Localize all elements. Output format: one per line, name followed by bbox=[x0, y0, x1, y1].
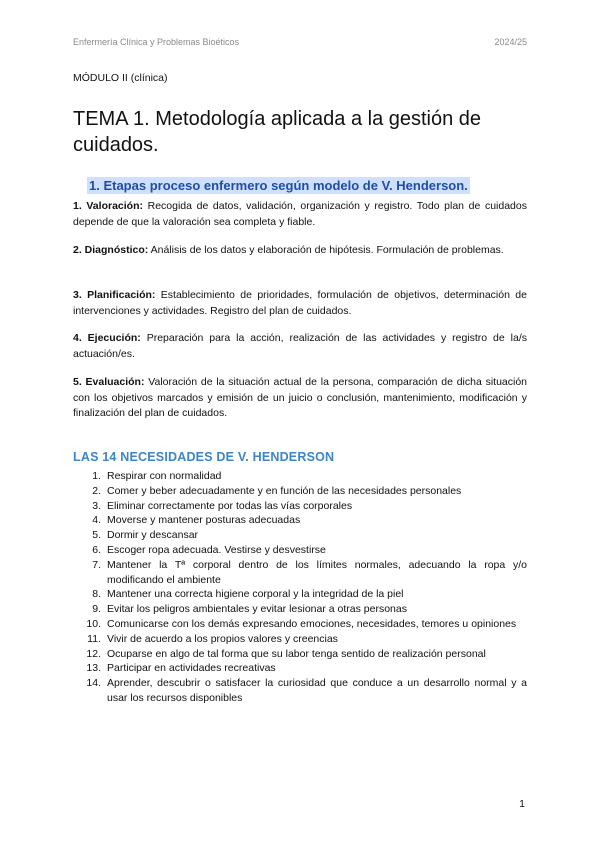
list-item-number: 1. bbox=[92, 470, 101, 482]
list-item-text: Ocuparse en algo de tal forma que su labor tenga sentido de realización personal bbox=[107, 647, 486, 660]
list-item-number: 7. bbox=[92, 558, 101, 571]
section-heading-stages: 1. Etapas proceso enfermero según modelo de V. Henderson. bbox=[89, 178, 468, 193]
stage-paragraph-1 bbox=[73, 199, 527, 230]
list-item bbox=[73, 602, 527, 617]
page-number: 1 bbox=[519, 798, 525, 810]
needs-list bbox=[73, 469, 527, 706]
stage-text: Establecimiento de prioridades, formulación de objetivos, determinación de intervenciones y actividades. Registro del plan de cuidados. bbox=[73, 289, 527, 317]
stage-text: Análisis de los datos y elaboración de hipótesis. Formulación de problemas. bbox=[148, 244, 504, 256]
stage-label: 2. Diagnóstico: bbox=[73, 244, 149, 256]
stage-paragraph-5 bbox=[73, 375, 527, 422]
list-item-number: 13. bbox=[86, 662, 101, 675]
list-item-number: 2. bbox=[92, 484, 101, 497]
module-label: MÓDULO II (clínica) bbox=[73, 72, 168, 84]
list-item-number: 3. bbox=[92, 499, 101, 512]
list-item-text: Dormir y descansar bbox=[107, 529, 199, 542]
stage-label: 3. Planificación: bbox=[73, 289, 156, 301]
list-item-number: 9. bbox=[92, 603, 101, 616]
list-item-number: 10. bbox=[86, 617, 101, 630]
list-item-text: Eliminar correctamente por todas las vías corporales bbox=[107, 499, 353, 512]
list-item bbox=[73, 587, 527, 602]
list-item bbox=[73, 676, 527, 706]
list-item-text: Escoger ropa adecuada. Vestirse y desvestirse bbox=[107, 543, 326, 556]
list-item-text: Vivir de acuerdo a los propios valores y creencias bbox=[107, 632, 338, 645]
list-item bbox=[73, 528, 527, 543]
list-item-number: 14. bbox=[86, 677, 101, 690]
list-item-text: Mantener una correcta higiene corporal y la integridad de la piel bbox=[107, 588, 404, 601]
list-item-text: Aprender, descubrir o satisfacer la curiosidad que conduce a un desarrollo normal y a usar los recursos disponibles bbox=[107, 677, 527, 704]
list-item-number: 4. bbox=[92, 514, 101, 527]
list-item-text: Moverse y mantener posturas adecuadas bbox=[107, 514, 301, 527]
stage-label: 4. Ejecución: bbox=[73, 332, 141, 344]
list-item bbox=[73, 469, 527, 484]
list-item bbox=[73, 617, 527, 632]
list-item bbox=[73, 558, 527, 588]
stage-label: 5. Evaluación: bbox=[73, 376, 145, 388]
list-item-text: Respirar con normalidad bbox=[107, 470, 222, 482]
stage-label: 1. Valoración: bbox=[73, 200, 143, 212]
list-item-text: Evitar los peligros ambientales y evitar lesionar a otras personas bbox=[107, 603, 407, 616]
list-item bbox=[73, 543, 527, 558]
list-item bbox=[73, 499, 527, 514]
stage-paragraph-4 bbox=[73, 331, 527, 362]
list-item bbox=[73, 632, 527, 647]
list-item-number: 5. bbox=[92, 529, 101, 542]
list-item-number: 6. bbox=[92, 543, 101, 556]
list-item-text: Comer y beber adecuadamente y en función de las necesidades personales bbox=[107, 484, 462, 497]
list-item bbox=[73, 513, 527, 528]
list-item bbox=[73, 484, 527, 499]
list-item-text: Comunicarse con los demás expresando emociones, necesidades, temores u opiniones bbox=[107, 617, 517, 630]
header-year: 2024/25 bbox=[494, 37, 527, 47]
list-item-text: Participar en actividades recreativas bbox=[107, 662, 276, 675]
section-heading-needs: LAS 14 NECESIDADES DE V. HENDERSON bbox=[73, 450, 335, 464]
stage-text: Valoración de la situación actual de la persona, comparación de dicha situación con los objetivos marcados y emisión de un juicio o conclusión, mantenimiento, modificación y finalización del plan de cuidados. bbox=[73, 376, 528, 419]
stage-text: Recogida de datos, validación, organización y registro. Todo plan de cuidados depende de que la valoración sea completa y fiable. bbox=[73, 200, 527, 228]
stage-paragraph-3 bbox=[73, 288, 527, 319]
stage-paragraph-2 bbox=[73, 243, 527, 259]
stage-text: Preparación para la acción, realización de las actividades y registro de la/s actuación/es. bbox=[73, 332, 527, 360]
header-course: Enfermería Clínica y Problemas Bioéticos bbox=[73, 37, 240, 47]
list-item bbox=[73, 647, 527, 662]
list-item-text: Mantener la Tª corporal dentro de los límites normales, adecuando la ropa y/o modificando el ambiente bbox=[107, 558, 527, 586]
list-item-number: 8. bbox=[92, 588, 101, 601]
list-item bbox=[73, 661, 527, 676]
list-item-number: 11. bbox=[87, 632, 101, 645]
page-title: TEMA 1. Metodología aplicada a la gestión de cuidados. bbox=[73, 108, 482, 156]
list-item-number: 12. bbox=[86, 647, 101, 660]
